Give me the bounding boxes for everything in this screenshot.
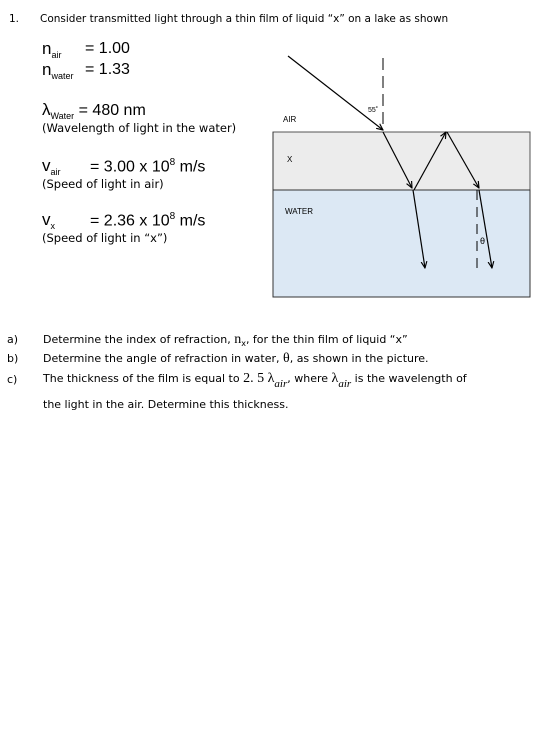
part-c-line2: the light in the air. Determine this thickness. xyxy=(43,398,289,411)
v-x-subscript: x xyxy=(50,221,55,231)
v-x-exponent: 8 xyxy=(169,211,176,222)
part-c-mid: , where xyxy=(287,372,332,385)
n-water-subscript: water xyxy=(51,71,74,81)
thickness-expression-subscript: air xyxy=(274,378,288,390)
v-x-unit: m/s xyxy=(175,212,206,230)
v-x-value: = 2.36 x 10 xyxy=(90,212,170,230)
n-air-value: = 1.00 xyxy=(85,40,130,57)
v-x-note: (Speed of light in “x”) xyxy=(42,231,168,245)
lambda-symbol: λ xyxy=(42,100,51,119)
n-water-value: = 1.33 xyxy=(85,61,130,78)
part-c-label: c) xyxy=(7,373,18,386)
theta-label: θ xyxy=(480,236,486,246)
v-air-note: (Speed of light in air) xyxy=(42,177,164,191)
part-c-pre: The thickness of the film is equal to xyxy=(43,372,244,385)
v-air-value: = 3.00 x 10 xyxy=(90,158,170,176)
part-c-text xyxy=(43,371,467,390)
n-air-subscript: air xyxy=(51,50,62,60)
theta-symbol: θ xyxy=(282,351,290,366)
part-b-text xyxy=(43,351,429,367)
part-b-post: , as shown in the picture. xyxy=(289,352,429,365)
part-b-pre: Determine the angle of refraction in water, xyxy=(43,352,283,365)
lambda-air-subscript: air xyxy=(338,378,352,390)
part-b-label: b) xyxy=(7,352,19,365)
part-a-text xyxy=(43,332,408,348)
v-air-subscript: air xyxy=(50,167,61,177)
given-lambda-water xyxy=(42,100,146,121)
thickness-expression: 2. 5 λ xyxy=(243,371,275,386)
film-layer xyxy=(273,132,530,190)
x-label: X xyxy=(287,155,293,164)
water-label: WATER xyxy=(285,207,313,216)
part-c-post: is the wavelength of xyxy=(351,372,467,385)
air-label: AIR xyxy=(283,115,297,124)
n-symbol: n xyxy=(42,60,52,79)
lambda-water-subscript: Water xyxy=(50,111,75,121)
part-a-pre: Determine the index of refraction, xyxy=(43,333,235,346)
v-symbol: v xyxy=(42,210,51,229)
given-v-x xyxy=(42,210,206,231)
question-intro: Consider transmitted light through a thin film of liquid “x” on a lake as shown xyxy=(40,13,449,25)
thin-film-diagram xyxy=(272,50,534,300)
v-symbol: v xyxy=(42,156,51,175)
angle-label: 55˚ xyxy=(368,107,379,114)
n-x-symbol: n xyxy=(234,332,242,347)
given-n-air xyxy=(42,39,130,60)
lambda-water-note: (Wavelength of light in the water) xyxy=(42,121,237,135)
incident-ray xyxy=(288,56,383,130)
lambda-water-value: = 480 nm xyxy=(78,102,146,119)
part-a-post: , for the thin film of liquid “x” xyxy=(245,333,408,346)
v-air-unit: m/s xyxy=(175,158,206,176)
given-v-air xyxy=(42,156,206,177)
n-x-subscript: x xyxy=(241,339,246,348)
v-air-exponent: 8 xyxy=(169,157,176,168)
question-number: 1. xyxy=(9,13,20,25)
given-n-water xyxy=(42,60,130,81)
part-a-label: a) xyxy=(7,333,19,346)
lambda-air-symbol: λ xyxy=(331,371,339,386)
n-symbol: n xyxy=(42,39,52,58)
